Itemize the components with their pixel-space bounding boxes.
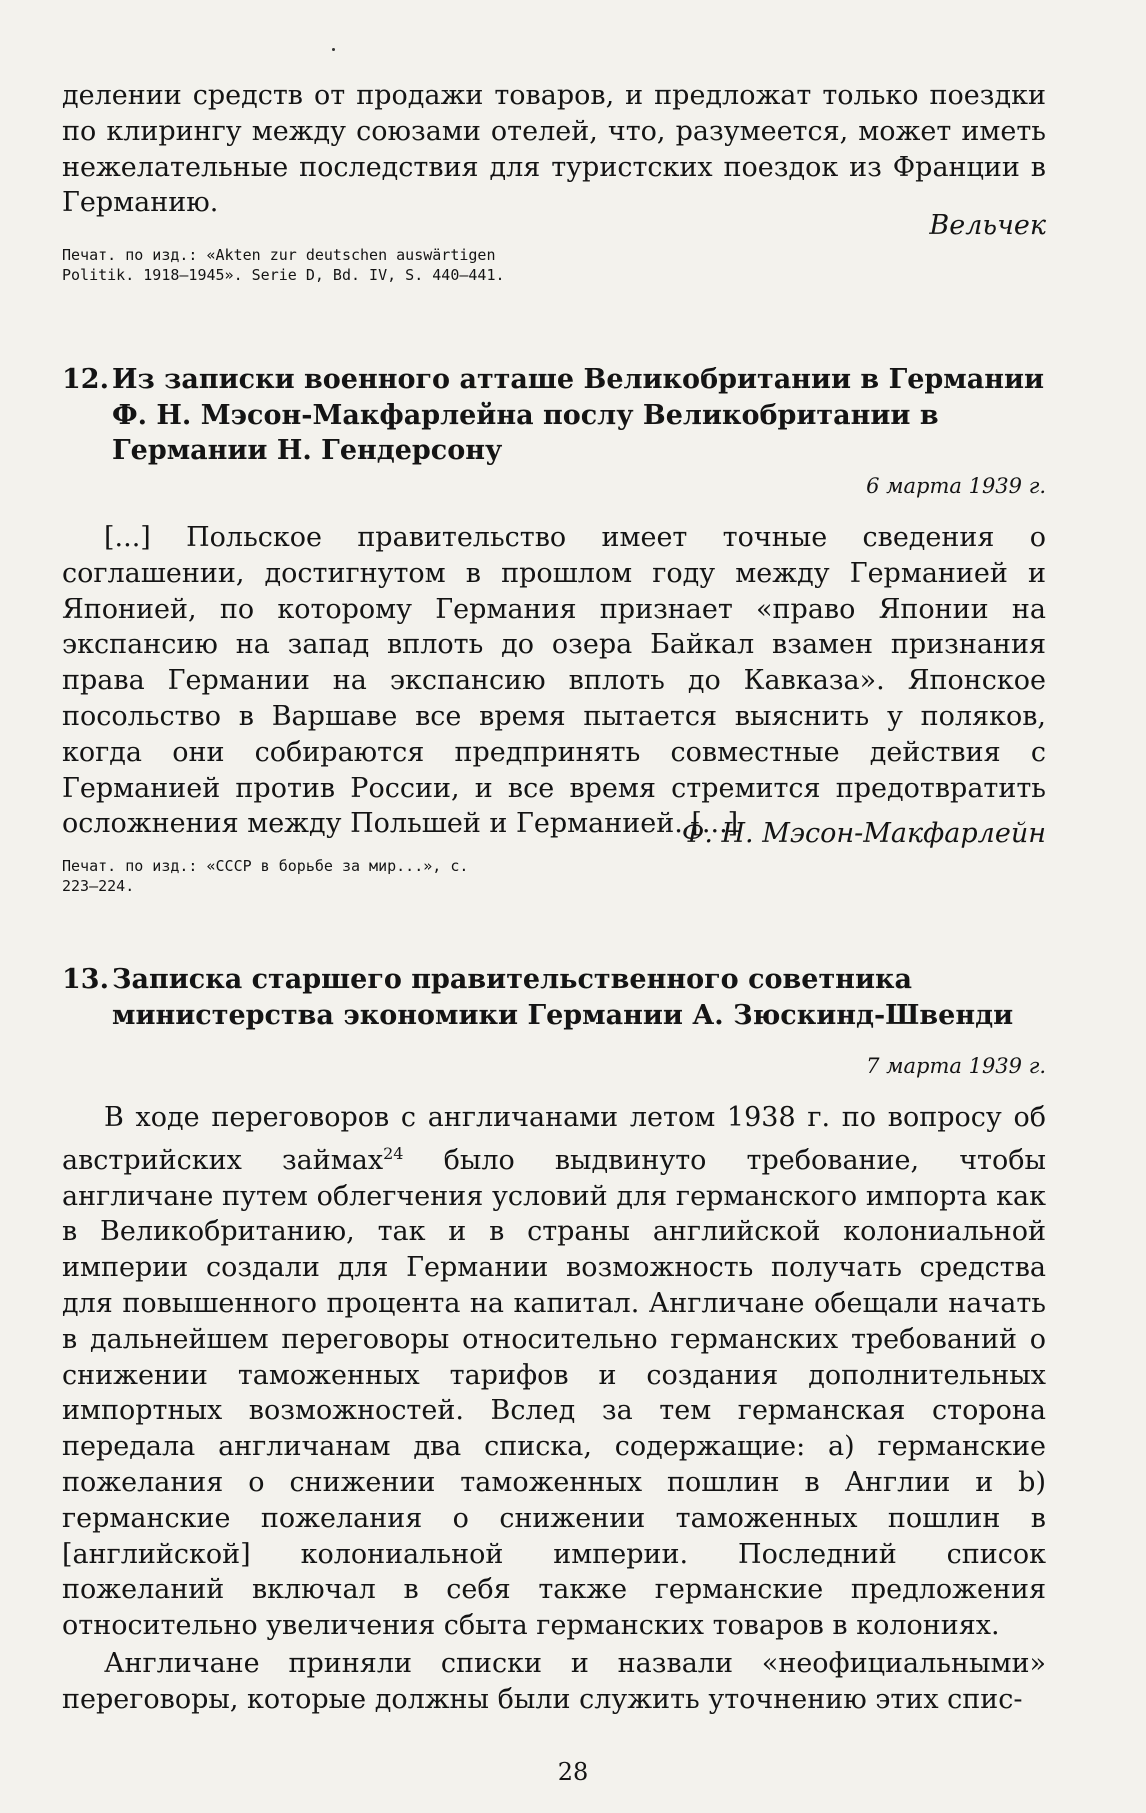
doc13-para1-start: В ходе переговоров с англичанами летом 1938 г. по вопросу об австрийских займах (62, 1102, 1046, 1176)
intro-source-block (62, 245, 1046, 285)
doc13-number: 13. (62, 964, 109, 995)
doc12-heading (62, 362, 1046, 469)
scan-speck (332, 48, 335, 51)
footnote-ref-24: 24 (383, 1143, 404, 1163)
doc12-title: Из записки военного атташе Великобритании в Германии Ф. Н. Мэсон-Макфарлейна послу Великобритании в Германии Н. Гендерсону (112, 364, 1045, 466)
intro-signature-block (62, 210, 1046, 241)
page-number: 28 (557, 1758, 589, 1786)
doc13-text-block (62, 1100, 1046, 1718)
doc13-date: 7 марта 1939 г. (866, 1054, 1046, 1078)
doc12-number: 12. (62, 364, 109, 395)
doc12-source-block (62, 856, 1046, 896)
doc12-date: 6 марта 1939 г. (866, 474, 1046, 498)
doc12-text-block (62, 520, 1046, 842)
doc12-source: Печат. по изд.: «СССР в борьбе за мир...», с. 223—224. (62, 857, 469, 895)
doc13-heading-block (62, 962, 1046, 1033)
doc13-heading (62, 962, 1046, 1033)
intro-signature: Вельчек (929, 210, 1046, 241)
doc12-date-block (62, 474, 1046, 498)
doc13-paragraph-1 (62, 1100, 1046, 1644)
doc12-heading-block (62, 362, 1046, 469)
doc12-signature: Ф. Н. Мэсон-Макфарлейн (681, 818, 1046, 849)
doc13-para1-rest: было выдвинуто требование, чтобы англичане путем облегчения условий для германского импорта как в Великобританию, так и в страны английской колониальной империи создали для Германии возможность получать средства для повышенного процента на капитал. Англичане обещали начать в дальнейшем переговоры относительно германских требований о снижении таможенных тарифов и создания дополнительных импортных возможностей. Вслед за тем германская сторона передала англичанам два списка, содержащие: a) германские пожелания о снижении таможенных пошлин в Англии и b) германские пожелания о снижении таможенных пошлин в [английской] колониальной империи. Последний список пожеланий включал в себя также германские предложения относительно увеличения сбыта германских товаров в колониях. (62, 1144, 1046, 1642)
doc12-text: [...] Польское правительство имеет точные сведения о соглашении, достигнутом в прошлом году между Германией и Японией, по которому Германия признает «право Японии на экспансию на запад вплоть до озера Байкал взамен признания права Германии на экспансию вплоть до Кавказа». Японское посольство в Варшаве все время пытается выяснить у поляков, когда они собираются предпринять совместные действия с Германией против России, и все время стремится предотвратить осложнения между Польшей и Германией. [...] (62, 522, 1046, 840)
doc13-paragraph-2: Англичане приняли списки и назвали «неофициальными» переговоры, которые должны были служить уточнению этих спис- (62, 1647, 1046, 1715)
intro-block (62, 78, 1046, 221)
doc12-signature-block (62, 818, 1046, 849)
doc13-date-block (62, 1054, 1046, 1078)
intro-source: Печат. по изд.: «Akten zur deutschen auswärtigen Politik. 1918—1945». Serie D, Bd. IV, S. 440—441. (62, 246, 505, 284)
doc13-title: Записка старшего правительственного советника министерства экономики Германии А. Зюскинд-Швенди (112, 964, 1014, 1031)
intro-paragraph: делении средств от продажи товаров, и предложат только поездки по клирингу между союзами отелей, что, разумеется, может иметь нежелательные последствия для туристских поездок из Франции в Германию. (62, 80, 1046, 219)
